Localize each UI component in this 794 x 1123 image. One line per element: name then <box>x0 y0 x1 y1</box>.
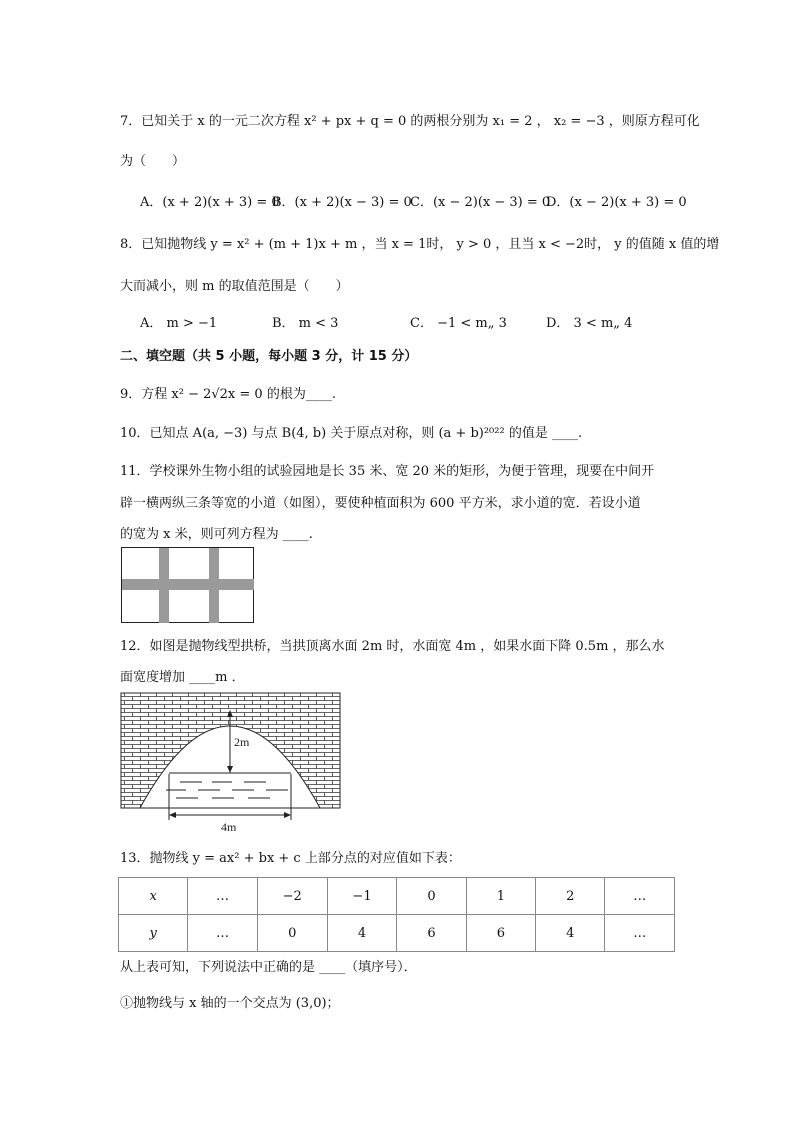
table-row-x <box>119 878 675 915</box>
arch-bridge-diagram <box>120 692 342 834</box>
table-cell: 0 <box>257 915 327 952</box>
table-cell: 2 <box>536 878 605 915</box>
q7-option-c: C．(x − 2)(x − 3) = 0 <box>410 195 551 210</box>
table-cell: 6 <box>466 915 535 952</box>
table-cell: 4 <box>327 915 397 952</box>
q12-line1: 12．如图是抛物线型拱桥，当拱顶离水面 2m 时，水面宽 4m ，如果水面下降 0.5m ，那么水 <box>120 639 665 654</box>
garden-diagram <box>121 547 255 624</box>
q7-line1: 7．已知关于 x 的一元二次方程 x² + px + q = 0 的两根分别为 x₁ = 2 ， x₂ = −3 ，则原方程可化 <box>120 114 700 129</box>
height-label: 2m <box>234 735 250 749</box>
width-arrow-right <box>284 812 291 818</box>
q8-option-d: D． 3 < m„ 4 <box>546 316 633 331</box>
q13-line1: 13．抛物线 y = ax² + bx + c 上部分点的对应值如下表： <box>120 851 461 866</box>
table-cell: 0 <box>397 878 466 915</box>
table-row-y <box>119 915 675 952</box>
q8-option-c: C． −1 < m„ 3 <box>410 316 507 331</box>
table-cell: 6 <box>397 915 466 952</box>
table-cell: 4 <box>536 915 605 952</box>
table-cell: … <box>188 915 258 952</box>
vertical-path-left <box>159 548 169 623</box>
width-label: 4m <box>221 820 237 834</box>
table-cell: … <box>605 915 675 952</box>
values-table <box>118 877 675 952</box>
width-arrow-left <box>169 812 176 818</box>
table-cell: −2 <box>257 878 327 915</box>
q7-option-b: B．(x + 2)(x − 3) = 0 <box>272 195 412 210</box>
table-cell: y <box>119 915 188 952</box>
section-2-title: 二、填空题（共 5 小题，每小题 3 分，计 15 分） <box>120 349 418 364</box>
q7-line2: 为（ ） <box>120 154 186 169</box>
q12-line2: 面宽度增加 ____m ． <box>120 670 245 685</box>
table-cell: −1 <box>327 878 397 915</box>
q8-line1: 8．已知抛物线 y = x² + (m + 1)x + m ，当 x = 1时， y > 0 ，且当 x < −2时， y 的值随 x 值的增 <box>120 237 720 252</box>
table-cell: … <box>605 878 675 915</box>
q8-option-a: A． m > −1 <box>140 316 218 331</box>
q11-line2: 辟一横两纵三条等宽的小道（如图），要使种植面积为 600 平方米，求小道的宽．若设小道 <box>120 496 641 511</box>
q10-text: 10．已知点 A(a, −3) 与点 B(4, b) 关于原点对称，则 (a + b)²⁰²² 的值是 ____. <box>120 426 583 441</box>
q9-text: 9．方程 x² − 2√2x = 0 的根为____. <box>120 387 336 402</box>
q7-option-d: D．(x − 2)(x + 3) = 0 <box>546 195 687 210</box>
table-cell: … <box>188 878 258 915</box>
q8-line2: 大而减小，则 m 的取值范围是（ ） <box>120 279 349 294</box>
vertical-path-right <box>209 548 219 623</box>
horizontal-path <box>122 579 254 590</box>
q11-line1: 11．学校课外生物小组的试验园地是长 35 米、宽 20 米的矩形，为便于管理，现要在中间开 <box>120 464 655 479</box>
q13-item1: ①抛物线与 x 轴的一个交点为 (3,0)； <box>120 996 340 1011</box>
table-cell: 1 <box>466 878 535 915</box>
q11-line3: 的宽为 x 米，则可列方程为 ____. <box>120 527 313 542</box>
table-cell: x <box>119 878 188 915</box>
q7-option-a: A．(x + 2)(x + 3) = 0 <box>140 195 280 210</box>
q8-option-b: B． m < 3 <box>272 316 339 331</box>
q13-line2: 从上表可知，下列说法中正确的是 ____（填序号）． <box>120 960 417 975</box>
